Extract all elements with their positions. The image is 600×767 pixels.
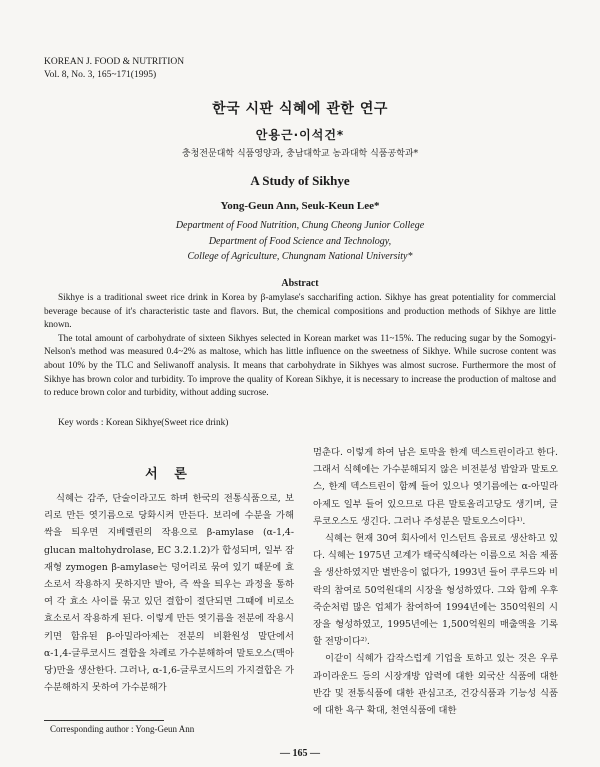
abstract-heading: Abstract (281, 278, 319, 289)
korean-authors: 안용근·이석건* (255, 128, 345, 142)
section-heading-introduction: 서 론 (145, 467, 193, 482)
affiliation-line-2: Department of Food Science and Technology, (208, 235, 392, 247)
korean-title: 한국 시판 식혜에 관한 연구 (212, 101, 388, 117)
body-paragraph-continued: 멈춘다. 이렇게 하여 남은 토막을 한계 덱스트린이라고 한다. 그래서 식혜에는 가수분해되지 않은 비전분성 밥알과 말토오스, 한계 덱스트린이 함께 들어 있으나 엿기름에는 α-아밀라아제도 일부 들어 있으므로 다른 말토올리고당도 생기며, 글루코오스도 생긴다. 그러나 주성분은 말토오스이다¹⁾. (313, 447, 558, 527)
affiliation-line-3: College of Agriculture, Chungnam National University* (187, 251, 413, 262)
footnote-rule (44, 720, 164, 721)
body-paragraph: 식혜는 현재 30여 회사에서 인스턴트 음료로 생산하고 있다. 식혜는 1975년 고계가 태국식혜라는 이름으로 처음 제품을 생산하였지만 별반응이 없다가, 1993년 들어 쿠루드와 비락의 참여로 50억원대의 시장을 형성하였다. 그와 함께 우후죽순처럼 많은 업체가 참여하여 1994년에는 350억원의 시장을 형성하였고, 1995년에는 1,500억원의 매출액을 기록할 전망이다²⁾. (313, 533, 558, 648)
abstract-paragraph-1: Sikhye is a traditional sweet rice drink in Korea by β-amylase's saccharifing action. Sikhye has great potentiality for commercial beverage because of it's characteristic taste and flavors. But, the chemical compositions and production methods of Sikhye are little known. (44, 293, 556, 331)
keywords: Key words : Korean Sikhye(Sweet rice drink) (58, 418, 229, 428)
page-number: — 165 — (280, 748, 320, 759)
body-right-column (313, 444, 558, 719)
abstract-paragraph-2: The total amount of carbohydrate of sixteen Sikhyes selected in Korean market was 11~15%. The reducing sugar by the Somogyi-Nelson's method was measured 0.4~2% as maltose, which has little influence on the sweetness of Sikhye. While sucrose content was about 10% by the TLC and Seliwanoff analysis. It means that carbohydrate in Sikhyes was almost sucrose. Furthermore the most of Sikhye has brown color and turbidity. To improve the quality of Korean Sikhye, it is necessary to increase the production of maltose and to reduce brown color and turbidity, without adding sucrose. (44, 333, 556, 399)
body-paragraph: 이같이 식혜가 갑작스럽게 기업을 토하고 있는 것은 우루과이라운드 등의 시장개방 압력에 대한 외국산 식품에 대한 반감 및 전통식품에 대한 관심고조, 건강식품과 기능성 식품에 대한 욕구 확대, 천연식품에 대한 (313, 653, 558, 717)
english-affiliation (0, 218, 600, 265)
body-paragraph: 식혜는 감주, 단술이라고도 하며 한국의 전통식품으로, 보리로 만든 엿기름으로 당화시켜 만든다. 보리에 수분을 가해 싹을 틔우면 지베렐린의 작용으로 β-amylase (α-1,4-glucan maltohydrolase, EC 3.2.1.2)가 합성되며, 일부 잠재형 zymogen β-amylase는 덩어리로 묶여 있기 때문에 효소로서 작용하지 못하지만 발아, 즉 싹을 틔우는 과정을 통하여 각 효소 사이를 묶고 있던 결합이 절단되면 그때에 비로소 효소로서 작용하게 된다. 이렇게 만든 엿기름을 전분에 작용시키면 함유된 β-아밀라아제는 전분의 비환원성 말단에서 α-1,4-글루코시드 결합을 차례로 가수분해하여 말토오스(맥아당)만을 생산한다. 그러나, α-1,6-글루코시드의 가지결합은 가수분해하지 못하여 가수분해가 (44, 493, 294, 694)
english-title: A Study of Sikhye (250, 173, 350, 188)
affiliation-line-1: Department of Food Nutrition, Chung Cheong Junior College (175, 220, 425, 231)
journal-header (44, 56, 184, 82)
corresponding-author-footnote: Corresponding author : Yong-Geun Ann (50, 724, 195, 734)
journal-name: KOREAN J. FOOD & NUTRITION (44, 57, 185, 67)
korean-affiliation: 충청전문대학 식품영양과, 충남대학교 농과대학 식품공학과* (181, 149, 419, 159)
journal-volume: Vol. 8, No. 3, 165~171(1995) (44, 70, 157, 80)
abstract-body (44, 292, 556, 401)
body-left-column (44, 490, 294, 696)
english-authors: Yong-Geun Ann, Seuk-Keun Lee* (220, 200, 380, 212)
